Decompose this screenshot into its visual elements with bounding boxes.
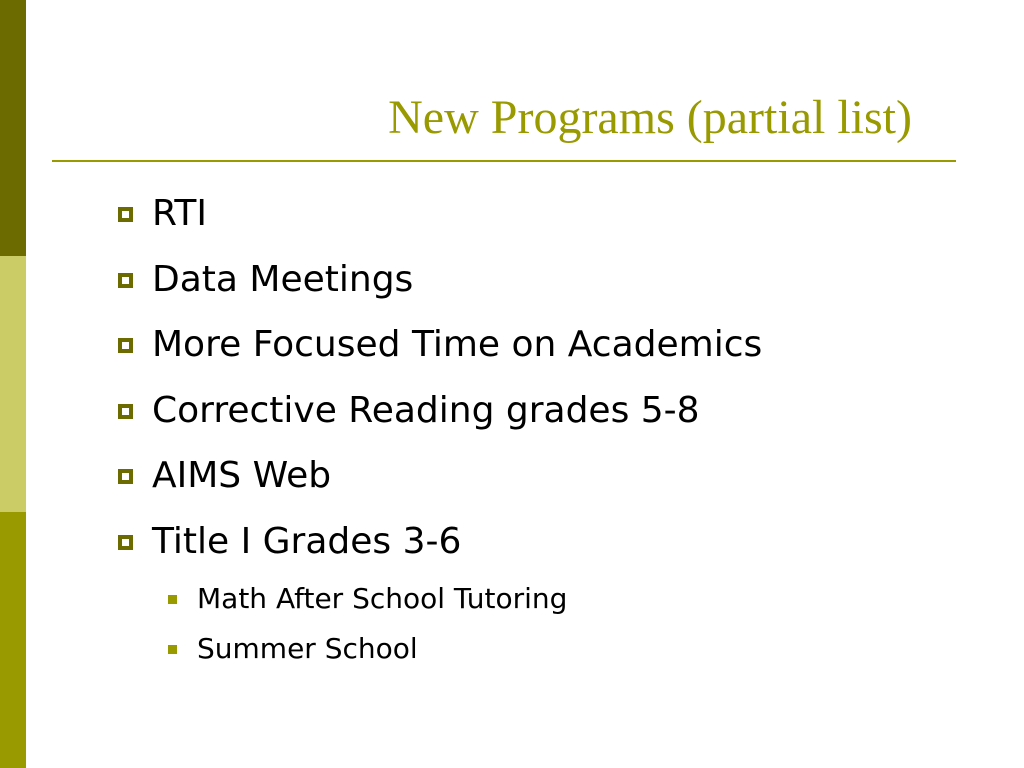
filled-square-bullet-icon [168, 645, 177, 654]
bullet-text: Data Meetings [152, 258, 414, 300]
bullet-text: More Focused Time on Academics [152, 324, 763, 366]
bullet-text: RTI [152, 193, 208, 234]
filled-square-bullet-icon [168, 595, 177, 604]
slide-title: New Programs (partial list) [388, 91, 912, 144]
hollow-square-bullet-icon [118, 273, 133, 288]
hollow-square-bullet-icon [118, 469, 133, 484]
title-divider [52, 160, 956, 162]
bullet-text: Title I Grades 3-6 [152, 520, 462, 562]
bullet-text: AIMS Web [152, 455, 332, 497]
sub-bullet-text: Summer School [197, 631, 418, 665]
left-accent-bar-top [0, 0, 26, 256]
sub-bullet-text: Math After School Tutoring [197, 581, 568, 615]
hollow-square-bullet-icon [118, 404, 133, 419]
left-accent-bar-middle [0, 256, 26, 512]
hollow-square-bullet-icon [118, 338, 133, 353]
hollow-square-bullet-icon [118, 207, 133, 222]
hollow-square-bullet-icon [118, 535, 133, 550]
bullet-text: Corrective Reading grades 5-8 [152, 389, 700, 431]
left-accent-bar-bottom [0, 512, 26, 768]
